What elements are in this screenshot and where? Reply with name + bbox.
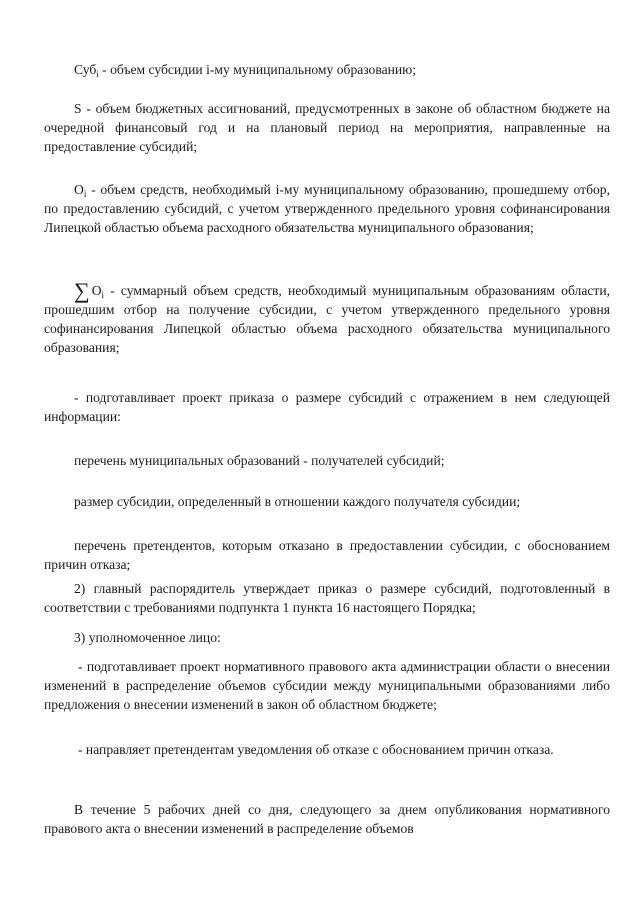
paragraph-prepare-act: - подготавливает проект нормативного правового акта администрации области о внесении изменений в распределение объемов субсидии между муниципальными образованиями либо предложения о внесении изменений в закон об областном бюджете;: [44, 659, 610, 712]
o-index: i: [83, 189, 87, 199]
sub-symbol: Суб: [74, 62, 97, 77]
paragraph-sum-definition: [44, 278, 610, 357]
sum-definition-text: - суммарный объем средств, необходимый муниципальным образованиям области, прошедшим отбор на получение субсидии, с учетом утвержденного предельного уровня софинансирования Липецкой областью объема расходного обязательства муниципального образования;: [44, 283, 610, 355]
paragraph-item-2: 2) главный распорядитель утверждает приказ о размере субсидий, подготовленный в соответствии с требованиями подпункта 1 пункта 16 настоящего Порядка;: [44, 581, 610, 615]
paragraph-s-definition: S - объем бюджетных ассигнований, предусмотренных в законе об областном бюджете на очередной финансовый год и на плановый период на мероприятия, направленные на предоставление субсидий;: [44, 101, 610, 154]
paragraph-subsidy-size: размер субсидии, определенный в отношении каждого получателя субсидии;: [74, 494, 521, 509]
sub-definition-text: - объем субсидии i-му муниципальному образованию;: [98, 62, 417, 77]
paragraph-sub-definition: [44, 60, 610, 79]
sum-o-symbol: O: [91, 283, 102, 298]
paragraph-list-refused: перечень претендентов, которым отказано в предоставлении субсидии, с обоснованием причин отказа;: [44, 538, 610, 572]
paragraph-send-notice: - направляет претендентам уведомления об отказе с обоснованием причин отказа.: [78, 742, 554, 757]
sub-index: i: [96, 69, 99, 79]
o-definition-text: - объем средств, необходимый i-му муниципальному образованию, прошедшему отбор, по предоставлению субсидий, с учетом утвержденного предельного уровня софинансирования Липецкой областью объема расходного обязательства муниципального образования;: [44, 182, 610, 235]
sum-symbol: ∑: [74, 278, 90, 303]
paragraph-prepare-order: - подготавливает проект приказа о размере субсидий с отражением в нем следующей информации:: [44, 390, 610, 424]
paragraph-item-3: 3) уполномоченное лицо:: [74, 630, 221, 645]
sum-index: i: [101, 290, 105, 300]
paragraph-o-definition: [44, 180, 610, 237]
paragraph-within-days: В течение 5 рабочих дней со дня, следующего за днем опубликования нормативного правового акта о внесении изменений в распределение объемов: [44, 802, 610, 836]
paragraph-list-recipients: перечень муниципальных образований - получателей субсидий;: [74, 453, 445, 468]
o-symbol: O: [74, 182, 84, 197]
